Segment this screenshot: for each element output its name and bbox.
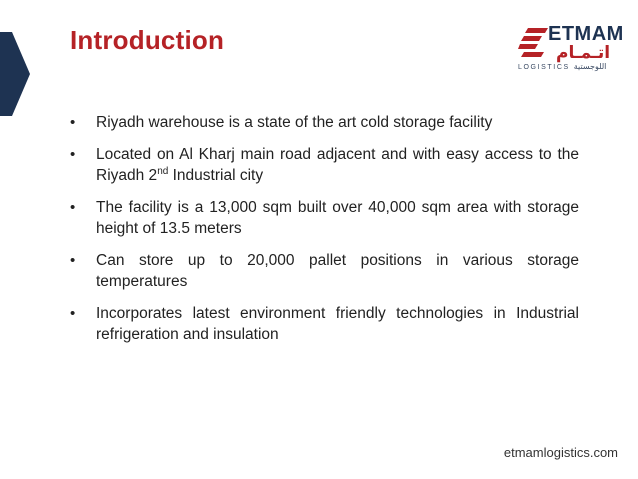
bullet-item bbox=[68, 197, 579, 239]
logo-name-ar: اتـمـام bbox=[556, 43, 611, 62]
bullet-dot: • bbox=[70, 252, 76, 269]
left-chevron-tab bbox=[0, 32, 30, 116]
bullet-text: The facility is a 13,000 sqm built over 40,000 sqm area with storage height of 13.5 meters bbox=[96, 199, 579, 237]
bullet-dot: • bbox=[70, 305, 76, 322]
logo-subtitle-en: LOGISTICS bbox=[518, 64, 570, 71]
logo-mark-icon bbox=[518, 26, 550, 60]
slide-title: Introduction bbox=[70, 25, 225, 55]
bullet-list bbox=[68, 112, 579, 356]
bullet-superscript: nd bbox=[157, 165, 169, 177]
bullet-item bbox=[68, 112, 579, 133]
bullet-text-part: Industrial city bbox=[168, 167, 264, 184]
etmam-logo bbox=[518, 22, 628, 78]
bullet-item bbox=[68, 250, 579, 292]
bullet-text bbox=[96, 146, 579, 184]
bullet-text: Riyadh warehouse is a state of the art cold storage facility bbox=[96, 114, 493, 131]
bullet-item bbox=[68, 303, 579, 345]
bullet-text: Incorporates latest environment friendly technologies in Industrial refrigeration and insulation bbox=[96, 305, 579, 343]
bullet-dot: • bbox=[70, 199, 76, 216]
bullet-text: Can store up to 20,000 pallet positions in various storage temperatures bbox=[96, 252, 579, 290]
bullet-item bbox=[68, 144, 579, 186]
logo-name-en: ETMAM bbox=[548, 23, 624, 45]
website-url: etmamlogistics.com bbox=[503, 445, 618, 460]
logo-subtitle bbox=[518, 62, 606, 73]
logo-subtitle-ar: اللوجستية bbox=[573, 62, 607, 71]
bullet-dot: • bbox=[70, 146, 76, 163]
bullet-text-part: Located on Al Kharj main road adjacent and with easy access to the Riyadh 2 bbox=[96, 146, 579, 184]
bullet-dot: • bbox=[70, 114, 76, 131]
